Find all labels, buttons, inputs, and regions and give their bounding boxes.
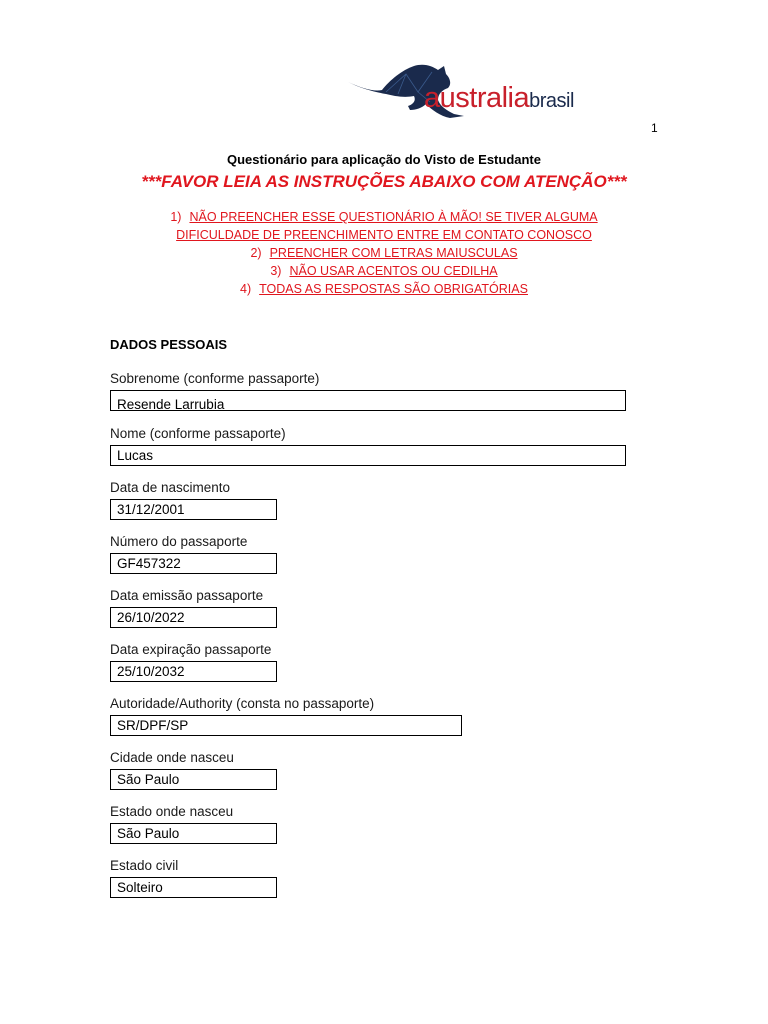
passport-number-label: Número do passaporte [110, 534, 248, 549]
birth-state-field[interactable]: São Paulo [110, 823, 277, 844]
logo-text-secondary: brasil [529, 90, 574, 112]
logo-text-main: australia [424, 82, 530, 114]
instruction-item-2 [0, 246, 768, 260]
passport-expiry-date-label: Data expiração passaporte [110, 642, 272, 657]
instruction-item-4 [0, 282, 768, 296]
passport-number-field[interactable]: GF457322 [110, 553, 277, 574]
issuing-authority-field[interactable]: SR/DPF/SP [110, 715, 462, 736]
passport-issue-date-label: Data emissão passaporte [110, 588, 264, 603]
issuing-authority-label: Autoridade/Authority (consta no passaporte) [110, 696, 375, 711]
marital-status-label: Estado civil [110, 858, 179, 873]
document-title: Questionário para aplicação do Visto de Estudante [226, 152, 541, 167]
passport-issue-date-field[interactable]: 26/10/2022 [110, 607, 277, 628]
instruction-text: TODAS AS RESPOSTAS SÃO OBRIGATÓRIAS [259, 282, 528, 296]
birth-city-field[interactable]: São Paulo [110, 769, 277, 790]
warning-heading: ***FAVOR LEIA AS INSTRUÇÕES ABAIXO COM ATENÇÃO*** [141, 172, 627, 191]
instruction-number: 2) [250, 246, 262, 260]
section-title-personal-data: DADOS PESSOAIS [110, 337, 228, 352]
instruction-item-1 [0, 210, 768, 224]
instruction-item-3 [0, 264, 768, 278]
instruction-text: PREENCHER COM LETRAS MAIUSCULAS [269, 246, 518, 260]
logo-text [424, 82, 574, 115]
first-name-label: Nome (conforme passaporte) [110, 426, 286, 441]
instruction-number: 1) [170, 210, 182, 224]
instruction-item-1-continued [0, 228, 768, 242]
instruction-text: NÃO PREENCHER ESSE QUESTIONÁRIO À MÃO! SE TIVER ALGUMA [189, 210, 598, 224]
page-number: 1 [651, 121, 658, 135]
surname-field[interactable]: Resende Larrubia [110, 390, 626, 411]
instruction-number: 3) [270, 264, 282, 278]
first-name-field[interactable]: Lucas [110, 445, 626, 466]
company-logo [346, 62, 614, 122]
birth-city-label: Cidade onde nasceu [110, 750, 234, 765]
marital-status-field[interactable]: Solteiro [110, 877, 277, 898]
surname-label: Sobrenome (conforme passaporte) [110, 371, 320, 386]
birth-date-label: Data de nascimento [110, 480, 231, 495]
instruction-text: NÃO USAR ACENTOS OU CEDILHA [289, 264, 498, 278]
birth-date-field[interactable]: 31/12/2001 [110, 499, 277, 520]
instruction-text: DIFICULDADE DE PREENCHIMENTO ENTRE EM CONTATO CONOSCO [176, 228, 592, 242]
passport-expiry-date-field[interactable]: 25/10/2032 [110, 661, 277, 682]
instruction-number: 4) [240, 282, 252, 296]
birth-state-label: Estado onde nasceu [110, 804, 234, 819]
